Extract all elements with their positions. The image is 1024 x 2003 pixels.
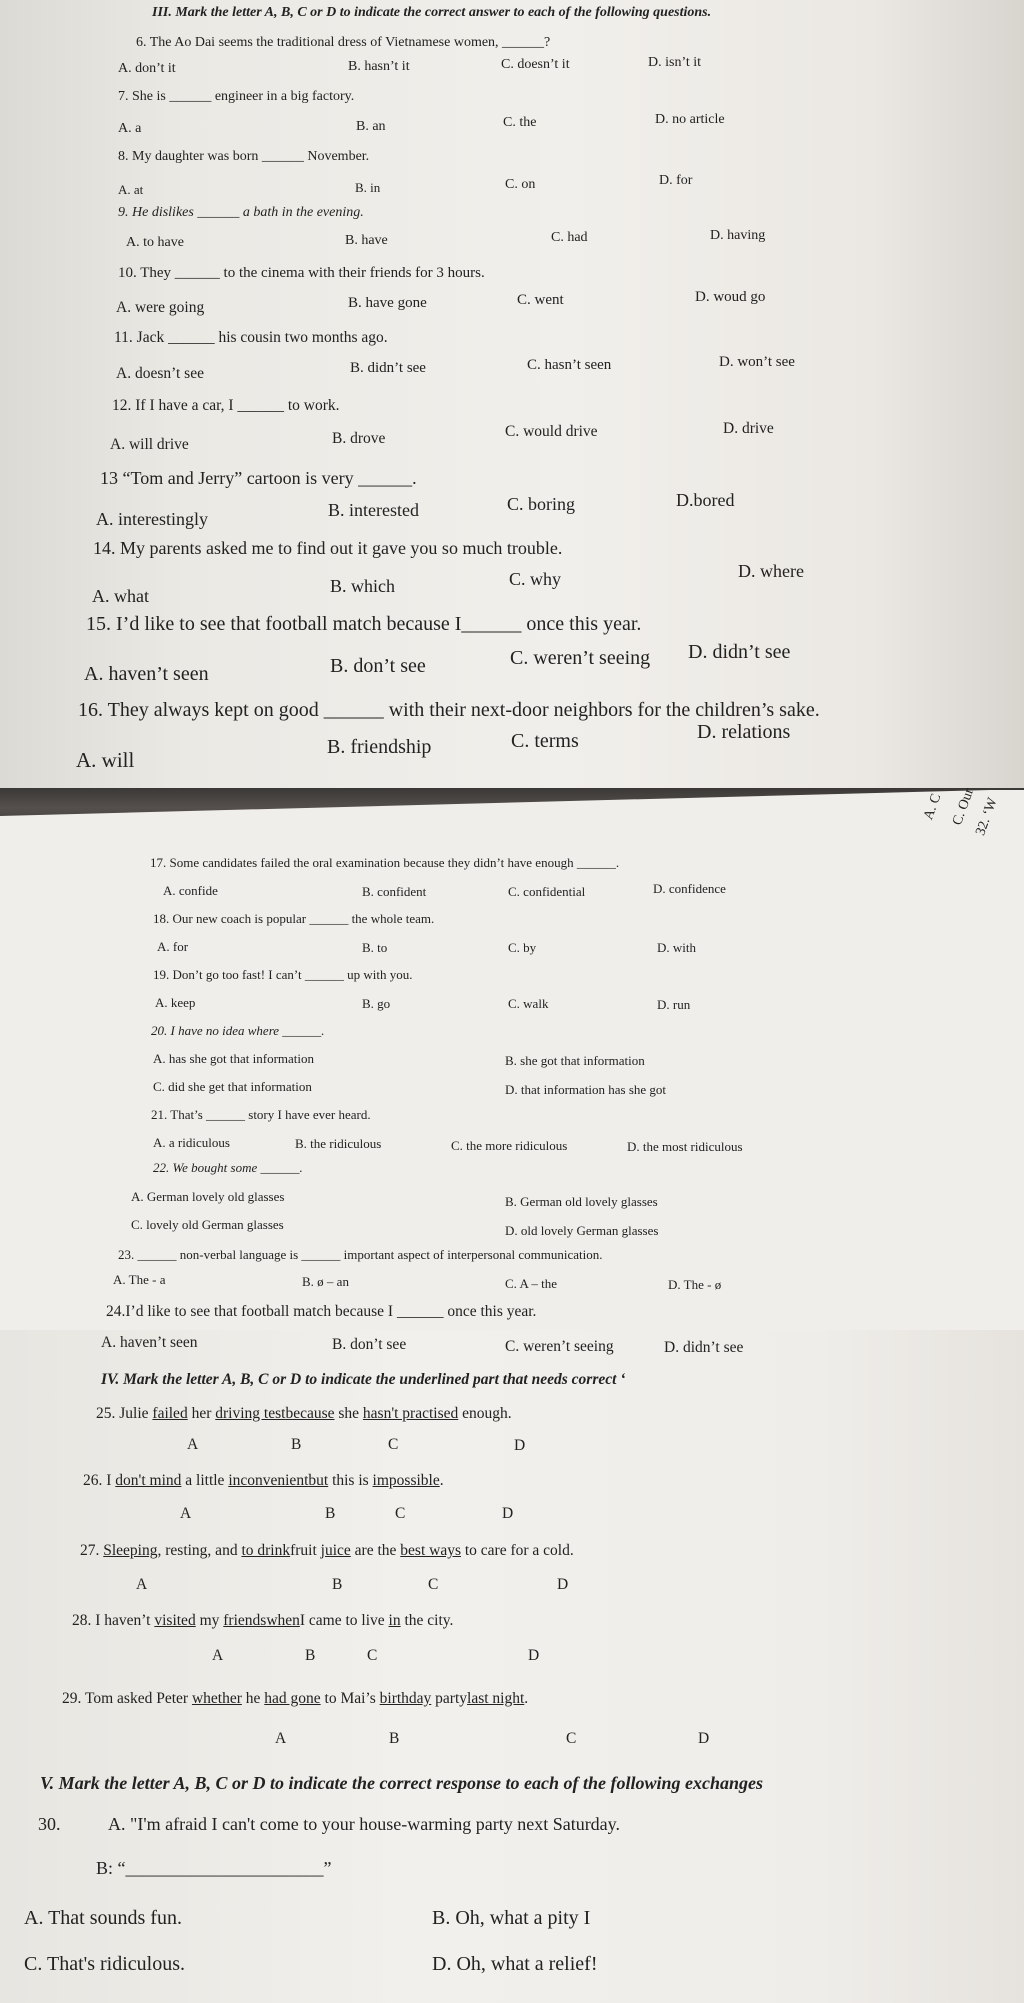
question-stem: 8. My daughter was born ______ November. bbox=[118, 149, 370, 164]
option-d: D. didn’t see bbox=[664, 1339, 744, 1356]
edge-fragment-1: A. C bbox=[921, 791, 945, 822]
option-b: B. go bbox=[362, 996, 391, 1011]
label-b: B bbox=[332, 1576, 343, 1593]
option-a: A. keep bbox=[155, 995, 196, 1010]
underlined-c: but bbox=[308, 1472, 329, 1489]
option-c: C. the more ridiculous bbox=[451, 1138, 568, 1153]
option-b: B. which bbox=[330, 576, 395, 596]
question-stem: 19. Don’t go too fast! I can’t ______ up with you. bbox=[153, 967, 413, 982]
label-d: D bbox=[502, 1505, 514, 1522]
underlined-a: visited bbox=[154, 1612, 196, 1629]
option-d: D. the most ridiculous bbox=[627, 1139, 743, 1154]
question-26: 26. I don't mind a little inconvenientbut this is impossible. bbox=[83, 1472, 444, 1489]
question-27: 27. Sleeping, resting, and to drinkfruit juice are the best ways to care for a cold. bbox=[80, 1542, 574, 1559]
option-d: D. isn’t it bbox=[648, 55, 702, 70]
question-stem: 18. Our new coach is popular ______ the whole team. bbox=[153, 911, 435, 926]
question-stem: 9. He dislikes ______ a bath in the evening. bbox=[118, 205, 364, 220]
underlined-c: juice bbox=[320, 1542, 351, 1559]
question-stem: 7. She is ______ engineer in a big factory. bbox=[118, 89, 355, 104]
option-b: B. friendship bbox=[327, 736, 432, 758]
option-c: C. confidential bbox=[508, 884, 586, 899]
label-b: B bbox=[325, 1505, 336, 1522]
section-heading: III. Mark the letter A, B, C or D to indicate the correct answer to each of the following questions. bbox=[152, 5, 712, 20]
option-c: C. the bbox=[503, 115, 537, 130]
option-b: B. didn’t see bbox=[350, 360, 426, 376]
option-b: B. hasn’t it bbox=[348, 59, 410, 74]
section-heading: V. Mark the letter A, B, C or D to indicate the correct response to each of the following exchanges bbox=[40, 1773, 764, 1793]
option-c: C. by bbox=[508, 940, 537, 955]
question-stem: 16. They always kept on good ______ with their next-door neighbors for the children’s sake. bbox=[78, 699, 820, 721]
underlined-b: to drink bbox=[241, 1542, 291, 1559]
option-a: A. That sounds fun. bbox=[24, 1907, 182, 1929]
option-a: A. German lovely old glasses bbox=[131, 1189, 285, 1204]
option-b: B. German old lovely glasses bbox=[505, 1194, 658, 1209]
option-d: D. won’t see bbox=[719, 354, 795, 370]
option-d: D. run bbox=[657, 997, 691, 1012]
option-d: D. old lovely German glasses bbox=[505, 1223, 659, 1238]
question-stem: 22. We bought some ______. bbox=[153, 1160, 303, 1175]
option-c: C. doesn’t it bbox=[501, 57, 570, 72]
question-stem: 23. ______ non-verbal language is ______ important aspect of interpersonal communication. bbox=[118, 1247, 603, 1262]
option-a: A. a ridiculous bbox=[153, 1135, 230, 1150]
option-d: D. relations bbox=[697, 721, 791, 743]
underlined-a: Sleeping bbox=[103, 1542, 158, 1559]
option-b: B. have bbox=[345, 233, 388, 248]
option-a: A. don’t it bbox=[118, 61, 176, 76]
underlined-a: whether bbox=[191, 1690, 242, 1707]
option-a: A. at bbox=[118, 182, 144, 197]
option-c: C. went bbox=[517, 292, 564, 308]
option-a: A. were going bbox=[116, 299, 205, 316]
option-c: C. would drive bbox=[505, 423, 598, 440]
label-c: C bbox=[566, 1730, 577, 1747]
label-d: D bbox=[557, 1576, 569, 1593]
underlined-a: don't mind bbox=[115, 1472, 182, 1489]
option-b: B. the ridiculous bbox=[295, 1136, 382, 1151]
option-a: A. will bbox=[76, 748, 135, 772]
option-b: B. drove bbox=[332, 430, 386, 447]
option-a: A. to have bbox=[126, 235, 184, 250]
question-29: 29. Tom asked Peter whether he had gone to Mai’s birthday partylast night. bbox=[62, 1690, 529, 1707]
question-stem: 21. That’s ______ story I have ever heard. bbox=[151, 1107, 371, 1122]
option-c: C. terms bbox=[511, 730, 579, 752]
option-d: D. that information has she got bbox=[505, 1082, 667, 1097]
option-c: C. lovely old German glasses bbox=[131, 1217, 284, 1232]
underlined-a: failed bbox=[152, 1405, 188, 1422]
underlined-d: last night bbox=[467, 1690, 525, 1707]
option-c: C. walk bbox=[508, 996, 549, 1011]
label-c: C bbox=[428, 1576, 439, 1593]
option-a: A. The - a bbox=[113, 1272, 166, 1287]
label-a: A bbox=[187, 1436, 199, 1453]
option-d: D. with bbox=[657, 940, 696, 955]
option-c: C. A – the bbox=[505, 1276, 558, 1291]
worksheet-page-bottom-lower bbox=[0, 1330, 1024, 2003]
underlined-c: because bbox=[285, 1405, 335, 1422]
underlined-b: had gone bbox=[264, 1690, 321, 1707]
option-c: C. hasn’t seen bbox=[527, 357, 612, 373]
underlined-d: best ways bbox=[400, 1542, 461, 1559]
option-c: C. why bbox=[509, 569, 562, 589]
edge-fragment-3: 32. ‘W bbox=[973, 795, 1001, 838]
label-c: C bbox=[395, 1505, 406, 1522]
option-c: C. That's ridiculous. bbox=[24, 1953, 186, 1975]
underlined-d: in bbox=[388, 1612, 401, 1629]
option-b: B. confident bbox=[362, 884, 427, 899]
question-stem: 6. The Ao Dai seems the traditional dress of Vietnamese women, ______? bbox=[136, 35, 551, 50]
question-stem: 14. My parents asked me to find out it gave you so much trouble. bbox=[93, 538, 563, 558]
question-stem: 15. I’d like to see that football match because I______ once this year. bbox=[86, 613, 642, 635]
section-heading: IV. Mark the letter A, B, C or D to indicate the underlined part that needs correct ‘ bbox=[101, 1371, 626, 1388]
response-blank: B: “______________________” bbox=[96, 1858, 332, 1878]
underlined-b: inconvenient bbox=[228, 1472, 309, 1489]
option-a: A. doesn’t see bbox=[116, 365, 204, 382]
option-a: A. interestingly bbox=[96, 509, 208, 529]
label-a: A bbox=[275, 1730, 287, 1747]
question-number: 30. bbox=[38, 1814, 61, 1834]
label-a: A bbox=[136, 1576, 148, 1593]
option-c: C. had bbox=[551, 230, 588, 245]
option-d: D. woud go bbox=[695, 289, 766, 305]
label-a: A bbox=[212, 1647, 224, 1664]
option-a: A. for bbox=[157, 939, 189, 954]
question-25: 25. Julie failed her driving testbecause she hasn't practised enough. bbox=[96, 1405, 512, 1422]
label-d: D bbox=[514, 1437, 526, 1454]
question-prompt: A. "I'm afraid I can't come to your house-warming party next Saturday. bbox=[108, 1814, 621, 1834]
option-c: C. weren’t seeing bbox=[510, 647, 651, 669]
option-a: A. has she got that information bbox=[153, 1051, 315, 1066]
question-stem: 13 “Tom and Jerry” cartoon is very ______. bbox=[100, 468, 417, 488]
underlined-b: friends bbox=[223, 1612, 267, 1629]
option-b: B. ø – an bbox=[302, 1274, 349, 1289]
question-stem: 17. Some candidates failed the oral examination because they didn’t have enough ______. bbox=[150, 855, 620, 870]
option-b: B. to bbox=[362, 940, 388, 955]
underlined-d: hasn't practised bbox=[362, 1405, 459, 1422]
option-d: D. where bbox=[738, 561, 804, 581]
question-stem: 10. They ______ to the cinema with their friends for 3 hours. bbox=[118, 265, 485, 281]
option-b: B. in bbox=[355, 180, 381, 195]
option-b: B. she got that information bbox=[505, 1053, 645, 1068]
option-d: D. didn’t see bbox=[688, 641, 791, 663]
option-c: C. on bbox=[505, 177, 536, 192]
option-b: B. don’t see bbox=[332, 1336, 407, 1353]
label-b: B bbox=[389, 1730, 400, 1747]
option-b: B. Oh, what a pity I bbox=[432, 1907, 591, 1929]
question-stem: 12. If I have a car, I ______ to work. bbox=[112, 397, 340, 414]
underlined-b: driving test bbox=[215, 1405, 286, 1422]
question-stem: 20. I have no idea where ______. bbox=[151, 1023, 325, 1038]
option-a: A. will drive bbox=[110, 436, 189, 453]
label-d: D bbox=[528, 1647, 540, 1664]
label-d: D bbox=[698, 1730, 710, 1747]
underlined-c: birthday bbox=[379, 1690, 432, 1707]
option-b: B. don’t see bbox=[330, 655, 426, 677]
option-c: C. weren’t seeing bbox=[505, 1338, 614, 1355]
edge-fragment-2: C. Our bbox=[950, 786, 978, 828]
underlined-c: when bbox=[266, 1612, 300, 1629]
option-a: A. confide bbox=[163, 883, 218, 898]
option-a: A. haven’t seen bbox=[84, 663, 209, 685]
option-d: D. Oh, what a relief! bbox=[432, 1953, 598, 1975]
question-28: 28. I haven’t visited my friendswhenI came to live in the city. bbox=[72, 1612, 454, 1629]
option-d: D. having bbox=[710, 228, 766, 243]
option-c: C. did she get that information bbox=[153, 1079, 312, 1094]
underlined-d: impossible bbox=[372, 1472, 440, 1489]
label-a: A bbox=[180, 1505, 192, 1522]
option-d: D. The - ø bbox=[668, 1277, 722, 1292]
option-d: D. drive bbox=[723, 420, 774, 437]
label-c: C bbox=[367, 1647, 378, 1664]
question-stem: 24.I’d like to see that football match because I ______ once this year. bbox=[106, 1303, 537, 1320]
option-b: B. have gone bbox=[348, 295, 427, 311]
label-b: B bbox=[305, 1647, 316, 1664]
option-d: D.bored bbox=[676, 490, 735, 510]
question-stem: 11. Jack ______ his cousin two months ago. bbox=[114, 329, 388, 346]
option-b: B. interested bbox=[328, 500, 419, 520]
option-d: D. confidence bbox=[653, 881, 726, 896]
option-a: A. a bbox=[118, 121, 142, 136]
option-a: A. what bbox=[92, 586, 149, 606]
label-c: C bbox=[388, 1436, 399, 1453]
option-c: C. boring bbox=[507, 494, 576, 514]
option-d: D. no article bbox=[655, 112, 725, 127]
label-b: B bbox=[291, 1436, 302, 1453]
option-d: D. for bbox=[659, 173, 693, 188]
option-b: B. an bbox=[356, 119, 386, 134]
option-a: A. haven’t seen bbox=[101, 1334, 198, 1351]
